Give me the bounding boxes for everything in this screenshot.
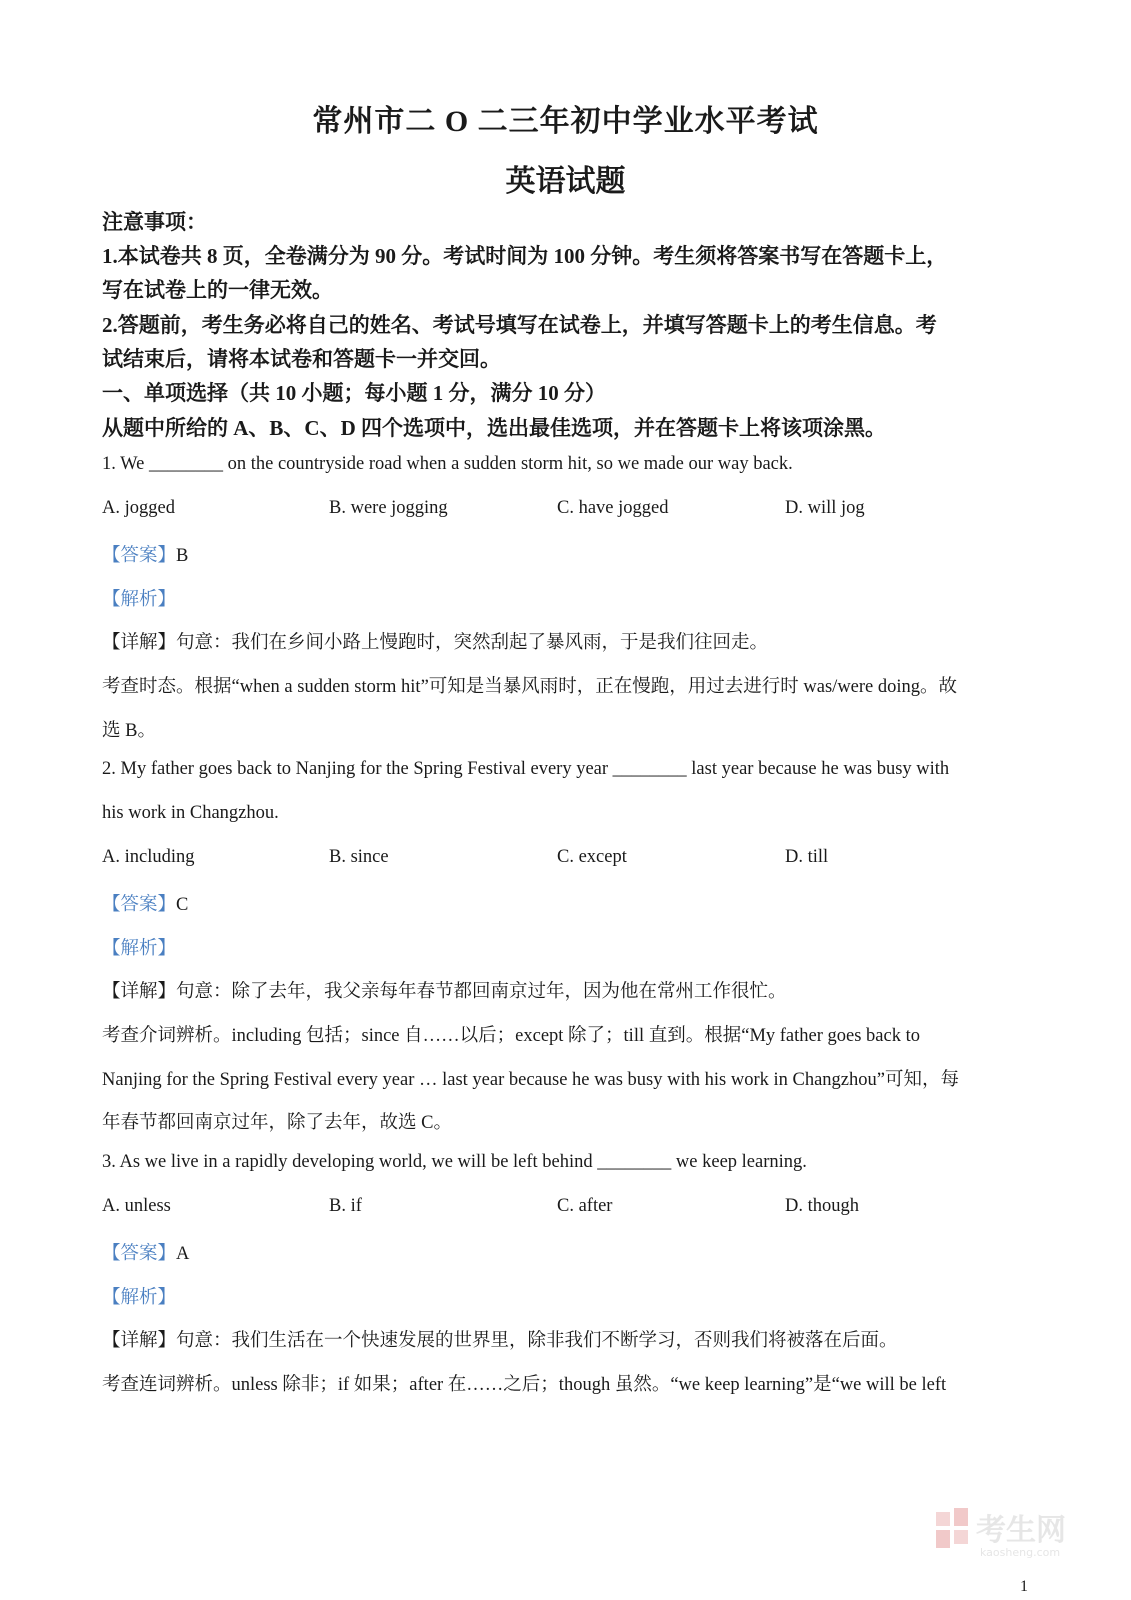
answer-label: 【答案】 [102, 1244, 177, 1264]
q2-option-c: C. except [557, 847, 627, 867]
q1-option-b: B. were jogging [329, 498, 448, 518]
q2-detail [102, 977, 787, 1003]
detail-label: 【详解】 [102, 1331, 177, 1351]
q2-option-a: A. including [102, 847, 195, 867]
q3-option-a: A. unless [102, 1196, 171, 1216]
notice-item-2-cont: 试结束后，请将本试卷和答题卡一并交回。 [102, 347, 501, 371]
question-3-stem: 3. As we live in a rapidly developing world, we will be left behind ________ we keep learning. [102, 1152, 807, 1172]
logo-square-4 [954, 1530, 968, 1544]
q1-answer [102, 541, 188, 567]
q2-option-b: B. since [329, 847, 389, 867]
q1-explanation: 考查时态。根据“when a sudden storm hit”可知是当暴风雨时，正在慢跑，用过去进行时 was/were doing。故 [102, 677, 958, 697]
q1-analysis-label: 【解析】 [102, 590, 177, 610]
logo-square-3 [936, 1530, 950, 1548]
q1-detail-text: 句意：我们在乡间小路上慢跑时，突然刮起了暴风雨，于是我们往回走。 [176, 633, 769, 653]
q1-detail [102, 628, 768, 654]
q2-explanation-cont: Nanjing for the Spring Festival every year … last year because he was busy with his work in Changzhou”可知，每 [102, 1070, 959, 1090]
q3-option-c: C. after [557, 1196, 613, 1216]
q2-explanation: 考查介词辨析。including 包括；since 自……以后；except 除了；till 直到。根据“My father goes back to [102, 1026, 920, 1046]
q3-detail [102, 1326, 898, 1352]
q2-analysis-label: 【解析】 [102, 939, 177, 959]
section-instruction: 从题中所给的 A、B、C、D 四个选项中，选出最佳选项，并在答题卡上将该项涂黑。 [102, 416, 887, 440]
q1-answer-value: B [176, 546, 189, 566]
q3-option-b: B. if [329, 1196, 362, 1216]
q1-option-c: C. have jogged [557, 498, 669, 518]
logo-brand-text: 考生网 [976, 1513, 1066, 1548]
answer-label: 【答案】 [102, 895, 177, 915]
q1-explanation-cont: 选 B。 [102, 721, 156, 741]
q2-explanation-cont-2: 年春节都回南京过年，除了去年，故选 C。 [102, 1113, 452, 1133]
logo-square-1 [936, 1512, 950, 1526]
section-heading: 一、单项选择（共 10 小题；每小题 1 分，满分 10 分） [102, 381, 606, 405]
q2-option-d: D. till [785, 847, 829, 867]
question-1-stem: 1. We ________ on the countryside road when a sudden storm hit, so we made our way back. [102, 454, 793, 474]
q1-option-d: D. will jog [785, 498, 865, 518]
notice-heading: 注意事项： [102, 210, 207, 234]
q2-answer-value: C [176, 895, 189, 915]
answer-label: 【答案】 [102, 546, 177, 566]
page-subtitle: 英语试题 [505, 165, 626, 198]
notice-item-1: 1.本试卷共 8 页，全卷满分为 90 分。考试时间为 100 分钟。考生须将答案书写在答题卡上， [102, 244, 948, 268]
q3-answer-value: A [176, 1244, 190, 1264]
detail-label: 【详解】 [102, 982, 177, 1002]
detail-label: 【详解】 [102, 633, 177, 653]
q1-option-a: A. jogged [102, 498, 175, 518]
q3-analysis-label: 【解析】 [102, 1288, 177, 1308]
page-title: 常州市二 O 二三年初中学业水平考试 [312, 105, 819, 138]
question-2-stem: 2. My father goes back to Nanjing for the Spring Festival every year ________ last year because he was busy with [102, 759, 950, 779]
logo-site-text: kaosheng.com [980, 1546, 1061, 1559]
logo-square-2 [954, 1508, 968, 1526]
q3-explanation: 考查连词辨析。unless 除非；if 如果；after 在……之后；though 虽然。“we keep learning”是“we will be left [102, 1375, 947, 1395]
kaosheng-logo [934, 1504, 1114, 1560]
question-2-stem-cont: his work in Changzhou. [102, 803, 279, 823]
q3-answer [102, 1239, 189, 1265]
page-number: 1 [1020, 1578, 1028, 1595]
notice-item-2: 2.答题前，考生务必将自己的姓名、考试号填写在试卷上，并填写答题卡上的考生信息。考 [102, 313, 937, 337]
q3-option-d: D. though [785, 1196, 859, 1216]
q2-detail-text: 句意：除了去年，我父亲每年春节都回南京过年，因为他在常州工作很忙。 [176, 982, 787, 1002]
q2-answer [102, 890, 188, 916]
notice-item-1-cont: 写在试卷上的一律无效。 [102, 278, 333, 302]
q3-detail-text: 句意：我们生活在一个快速发展的世界里，除非我们不断学习，否则我们将被落在后面。 [176, 1331, 898, 1351]
